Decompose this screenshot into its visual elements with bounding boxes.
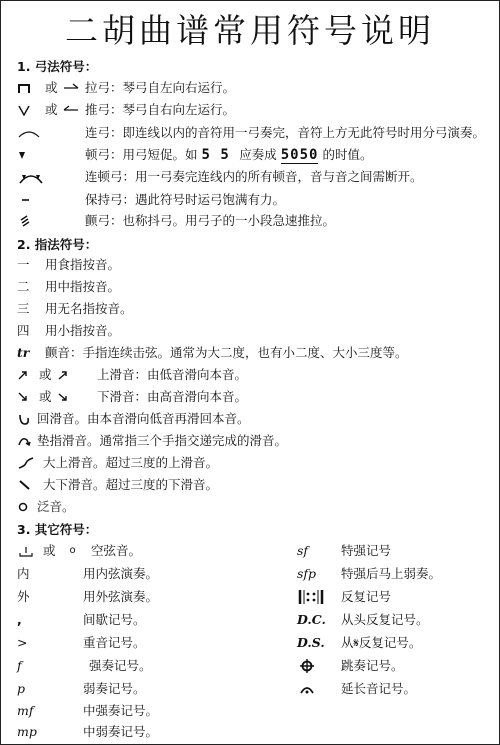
up-slide-icon <box>17 369 29 381</box>
harmonic-circle-icon <box>17 501 29 513</box>
staccato-result: 5050 <box>280 147 319 163</box>
da-capo-symbol: D.C. <box>297 612 326 627</box>
tenuto-dash-icon <box>17 194 35 206</box>
finger-3-desc: 用无名指按音。 <box>45 301 133 316</box>
section-heading-fingering: 2. 指法符号： <box>17 237 98 252</box>
legato-symbol <box>17 122 41 144</box>
breath-mark-symbol: , <box>17 612 22 627</box>
or-label: 或 <box>45 102 58 117</box>
finger-3-symbol: 三 <box>17 301 30 316</box>
bowing-legato-staccato-row <box>17 166 493 188</box>
pull-bow-icon <box>17 82 31 94</box>
down-slide-desc: 下滑音：由高音滑向本音。 <box>97 389 248 404</box>
staccato-symbol <box>17 144 27 166</box>
fingering-row-2 <box>17 276 493 298</box>
coda-row <box>297 655 493 677</box>
staccato-text-c: 的时值。 <box>322 147 373 162</box>
forte-row <box>17 655 277 677</box>
fingering-big-down-row <box>17 474 493 496</box>
repeat-row <box>297 586 493 608</box>
trill-symbol: tr <box>17 345 30 360</box>
accent-symbol: > <box>17 635 28 650</box>
repeat-desc: 反复记号 <box>341 589 392 604</box>
sfp-row <box>297 563 493 585</box>
big-down-slide-desc: 大下滑音。超过三度的下滑音。 <box>43 477 219 492</box>
coda-symbol <box>297 655 317 677</box>
big-up-slide-icon <box>17 456 35 470</box>
bowing-pull-row <box>17 77 493 99</box>
accent-desc: 重音记号。 <box>83 635 146 650</box>
bowing-tremolo-row <box>17 210 493 232</box>
harmonic-symbol <box>17 496 29 518</box>
fingering-harmonic-row <box>17 496 493 518</box>
push-bow-icon <box>17 104 31 116</box>
open-string-desc: 空弦音。 <box>91 543 142 558</box>
repeat-symbol <box>297 586 325 608</box>
big-down-slide-icon <box>17 478 33 492</box>
or-label: 或 <box>45 80 58 95</box>
bowing-tenuto-row <box>17 189 493 211</box>
piano-desc: 弱奏记号。 <box>83 681 146 696</box>
bowing-push-row <box>17 99 493 121</box>
big-up-slide-symbol <box>17 452 35 474</box>
trill-desc: 颤音：手指连续击弦。通常为大二度，也有小二度、大小三度等。 <box>45 345 408 360</box>
pad-slide-icon <box>17 434 31 448</box>
mezzo-forte-row <box>17 700 277 722</box>
fingering-row-4 <box>17 320 493 342</box>
section-heading-bowing: 1. 弓法符号： <box>17 59 98 74</box>
finger-4-symbol: 四 <box>17 323 30 338</box>
fermata-icon <box>297 682 317 696</box>
breath-mark-desc: 间歇记号。 <box>83 612 146 627</box>
staccato-example-notes <box>202 147 240 163</box>
pad-slide-desc: 垫指滑音。通常指三个手指交递完成的滑音。 <box>37 433 288 448</box>
accent-row <box>17 632 277 654</box>
fingering-pad-slide-row <box>17 430 493 452</box>
staccato-text-a: 顿弓：用弓短促。如 <box>85 147 198 162</box>
outer-string-row <box>17 586 277 608</box>
inner-string-row <box>17 563 277 585</box>
finger-1-desc: 用食指按音。 <box>45 257 121 272</box>
tremolo-symbol <box>17 210 35 232</box>
page-title: 二胡曲谱常用符号说明 <box>65 11 435 50</box>
or-label: 或 <box>39 367 52 382</box>
mezzo-piano-row <box>17 721 277 743</box>
big-down-slide-symbol <box>17 474 33 496</box>
mezzo-piano-symbol: mp <box>17 724 37 739</box>
fingering-row-1 <box>17 254 493 276</box>
harmonic-desc: 泛音。 <box>37 499 75 514</box>
mezzo-forte-symbol: mf <box>17 703 34 718</box>
tremolo-slash-icon <box>17 214 35 228</box>
or-label: 或 <box>43 543 56 558</box>
inner-string-desc: 用内弦演奏。 <box>83 566 159 581</box>
sforzando-desc: 特强记号 <box>341 543 392 558</box>
breath-mark-row <box>17 609 277 631</box>
pull-bow-arrow-icon <box>62 82 80 94</box>
push-bow-desc: 推弓：琴弓自右向左运行。 <box>85 102 236 117</box>
open-string-o-symbol: o <box>69 545 76 556</box>
da-capo-row <box>297 609 493 631</box>
tenuto-symbol <box>17 189 35 211</box>
staccato-desc <box>85 144 372 166</box>
staccato-text-b: 应奏成 <box>239 147 277 162</box>
dal-segno-desc: 从𝄋反复记号。 <box>341 635 422 650</box>
finger-1-symbol: 一 <box>17 257 30 272</box>
big-up-slide-desc: 大上滑音。超过三度的上滑音。 <box>43 455 219 470</box>
sforzando-row <box>297 540 493 562</box>
piano-row <box>17 678 277 700</box>
down-slide-icon <box>17 391 29 403</box>
outer-string-symbol: 外 <box>17 589 30 604</box>
legato-staccato-symbol <box>17 166 45 188</box>
dal-segno-row <box>297 632 493 654</box>
finger-2-symbol: 二 <box>17 279 30 294</box>
repeat-sign-icon <box>297 588 325 606</box>
fingering-big-up-row <box>17 452 493 474</box>
pad-slide-symbol <box>17 430 31 452</box>
push-bow-symbols <box>17 99 80 121</box>
pull-bow-desc: 拉弓：琴弓自左向右运行。 <box>85 80 236 95</box>
coda-icon <box>297 658 317 674</box>
fermata-row <box>297 678 493 700</box>
legato-staccato-desc: 连顿弓：用一弓奏完连线内的所有顿音，音与音之间需断开。 <box>85 169 423 184</box>
forte-desc: 强奏记号。 <box>89 658 152 673</box>
forte-symbol: f <box>17 658 22 673</box>
mezzo-piano-desc: 中弱奏记号。 <box>83 724 159 739</box>
coda-desc: 跳奏记号。 <box>341 658 404 673</box>
finger-4-desc: 用小指按音。 <box>45 323 121 338</box>
fermata-symbol <box>297 678 317 700</box>
outer-string-desc: 用外弦演奏。 <box>83 589 159 604</box>
open-string-symbols <box>17 540 76 562</box>
sforzando-symbol: sf <box>297 543 309 558</box>
return-slide-icon <box>17 412 31 426</box>
finger-2-desc: 用中指按音。 <box>45 279 121 294</box>
up-slide-desc: 上滑音：由低音滑向本音。 <box>97 367 248 382</box>
or-label: 或 <box>39 389 52 404</box>
bowing-staccato-row <box>17 144 493 166</box>
up-slide-short-icon <box>56 369 70 381</box>
pull-bow-symbols <box>17 77 80 99</box>
tenuto-desc: 保持弓：遇此符号时运弓饱满有力。 <box>85 192 286 207</box>
fingering-up-slide-row <box>17 364 493 386</box>
return-slide-desc: 回滑音。由本音滑向低音再滑回本音。 <box>37 411 250 426</box>
return-slide-symbol <box>17 408 31 430</box>
fingering-down-slide-row <box>17 386 493 408</box>
da-capo-desc: 从头反复记号。 <box>341 612 429 627</box>
legato-slur-icon <box>17 127 41 139</box>
legato-staccato-icon <box>17 167 45 187</box>
inner-string-symbol: 内 <box>17 566 30 581</box>
mezzo-forte-desc: 中强奏记号。 <box>83 703 159 718</box>
bowing-legato-row <box>17 122 493 144</box>
sfp-desc: 特强后马上弱奏。 <box>341 566 442 581</box>
fingering-row-3 <box>17 298 493 320</box>
fingering-return-slide-row <box>17 408 493 430</box>
tremolo-desc: 颤弓：也称抖弓。用弓子的一小段急速推拉。 <box>85 213 336 228</box>
dal-segno-symbol: D.S. <box>297 635 325 650</box>
open-string-row <box>17 540 277 562</box>
legato-desc: 连弓：即连线以内的音符用一弓奏完，音符上方无此符号时用分弓演奏。 <box>85 125 486 140</box>
piano-symbol: p <box>17 681 26 696</box>
up-slide-symbols <box>17 364 70 386</box>
down-slide-short-icon <box>56 391 70 403</box>
sfp-symbol: sfp <box>297 566 317 581</box>
down-slide-symbols <box>17 386 70 408</box>
push-bow-arrow-icon <box>62 104 80 116</box>
example-notes: 5 5 <box>201 147 230 163</box>
open-string-icon <box>17 544 35 558</box>
fingering-trill-row <box>17 342 493 364</box>
staccato-wedge-icon <box>17 149 27 161</box>
section-heading-others: 3. 其它符号： <box>17 522 98 537</box>
fermata-desc: 延长音记号。 <box>341 681 417 696</box>
